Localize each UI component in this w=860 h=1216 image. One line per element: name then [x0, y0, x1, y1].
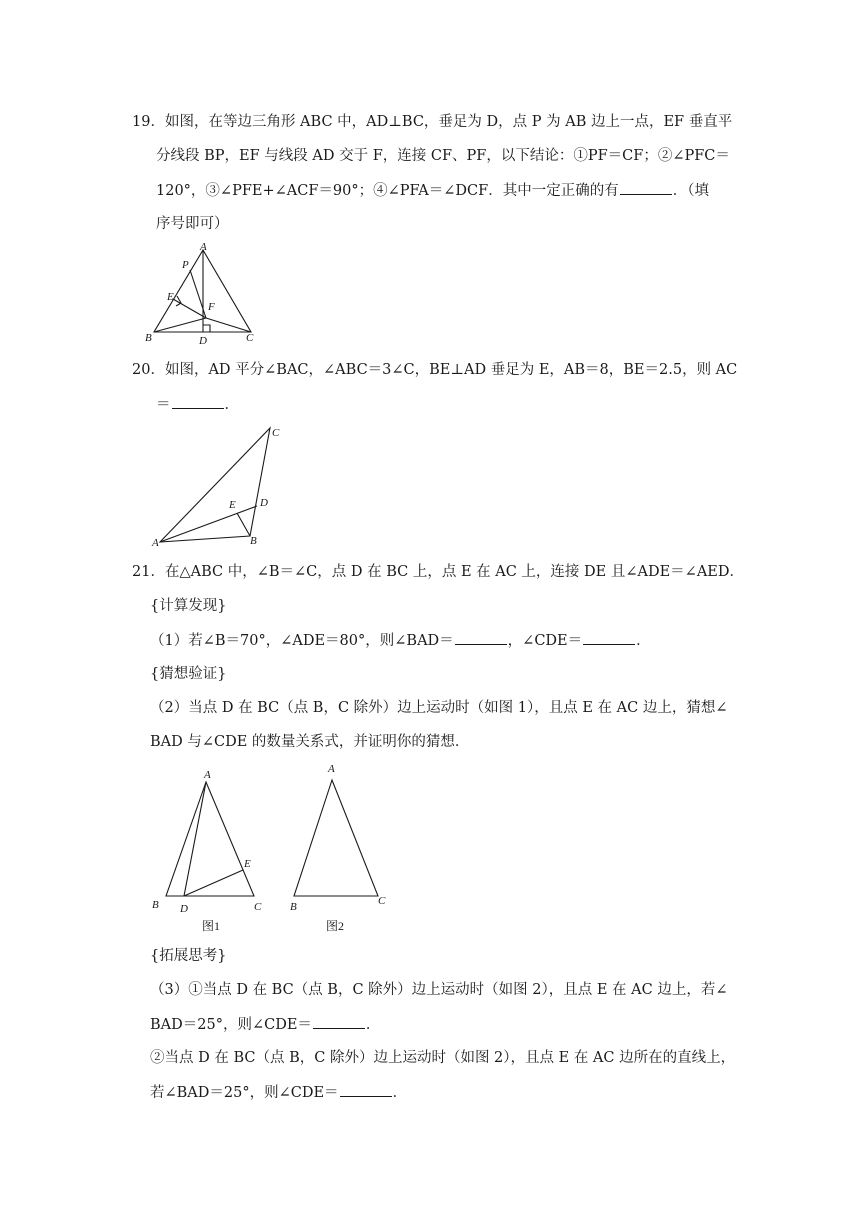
- q19-label-c: C: [246, 332, 254, 344]
- q21-figure-1: [144, 764, 284, 940]
- q21-fig1-label-d: D: [180, 903, 188, 915]
- q19-right-angle-d: [203, 325, 210, 332]
- q19-label-p: P: [182, 259, 189, 271]
- q19-line-1: [132, 112, 732, 132]
- q20-label-d: D: [260, 497, 268, 509]
- q21-part3-blank: [313, 1014, 365, 1029]
- q21-fig1-label-b: B: [152, 899, 159, 911]
- q21-part3-a: （3）①当点 D 在 BC（点 B，C 除外）边上运动时（如图 2），且点 E 在 AC 边上，若∠: [150, 982, 728, 998]
- q21-part3-b: BAD＝25°，则∠CDE＝: [150, 1017, 312, 1033]
- q21-part2-a: （2）当点 D 在 BC（点 B，C 除外）边上运动时（如图 1），且点 E 在 AC 边上，猜想∠: [150, 700, 728, 716]
- q19-line-4: [156, 214, 229, 234]
- q19-label-f: F: [208, 301, 215, 313]
- q21-fig2-triangle: [294, 780, 378, 896]
- q21-heading-1: [150, 596, 226, 616]
- q20-text-1: 如图，AD 平分∠BAC，∠ABC＝3∠C，BE⊥AD 垂足为 E，AB＝8，BE＝2.5，则 AC: [164, 362, 738, 378]
- q19-segment-bf: [154, 318, 206, 332]
- q21-fig2-label-c: C: [378, 895, 386, 907]
- q21-line-1: [132, 562, 744, 582]
- q21-part3-c: ．: [365, 1017, 381, 1033]
- q19-answer-blank: [620, 180, 672, 195]
- q20-label-b: B: [250, 535, 257, 547]
- q21-number: 21．: [132, 564, 165, 580]
- q19-text-4: 序号即可）: [156, 216, 229, 232]
- q21-part4-blank: [340, 1082, 392, 1097]
- q19-label-a: A: [200, 241, 207, 253]
- q21-fig1-triangle: [166, 782, 254, 896]
- q20-label-e: E: [229, 499, 236, 511]
- q21-part-3-line-2: [150, 1014, 380, 1035]
- q19-line-2: [156, 146, 730, 166]
- q19-line-3: [156, 180, 709, 201]
- q19-number: 19．: [132, 114, 165, 130]
- q20-line-2: [156, 394, 239, 415]
- q21-fig1-segment-de: [184, 870, 243, 896]
- q21-part1-c: ．: [636, 633, 651, 649]
- q21-part1-b: ，∠CDE＝: [507, 633, 583, 649]
- q21-figure-2: [284, 756, 404, 940]
- q21-fig1-label-e: E: [244, 858, 251, 870]
- q20-figure: [148, 420, 288, 550]
- q20-text-2a: ＝: [156, 397, 171, 413]
- q20-label-a: A: [152, 537, 159, 549]
- q20-text-2b: ．: [224, 397, 239, 413]
- q21-part1-a: （1）若∠B＝70°，∠ADE＝80°，则∠BAD＝: [150, 633, 454, 649]
- q21-cde-blank: [583, 630, 635, 645]
- q21-heading-extend: {拓展思考}: [150, 948, 227, 964]
- q21-part-2-line-2: [150, 732, 469, 752]
- q21-fig2-label-b: B: [290, 901, 297, 913]
- q21-part-3-line-1: [150, 980, 727, 1000]
- q21-part2-b: BAD 与∠CDE 的数量关系式，并证明你的猜想．: [150, 734, 470, 750]
- q20-number: 20．: [132, 362, 165, 378]
- q19-figure: [140, 240, 270, 348]
- q19-text-3b: ．（填: [672, 183, 709, 199]
- q20-triangle-abc: [160, 428, 270, 542]
- q19-label-d: D: [199, 335, 207, 347]
- q21-fig2-caption: 图2: [326, 919, 345, 933]
- q21-part-4-line-2: [150, 1082, 407, 1103]
- q21-fig1-label-c: C: [254, 901, 262, 913]
- q19-text-2: 分线段 BP，EF 与线段 AD 交于 F，连接 CF、PF，以下结论：①PF＝CF；②∠PFC＝: [156, 148, 730, 164]
- q19-text-1: 如图，在等边三角形 ABC 中，AD⊥BC，垂足为 D，点 P 为 AB 边上一点，EF 垂直平: [164, 114, 733, 130]
- q20-answer-blank: [172, 394, 224, 409]
- q21-part-4-line-1: [150, 1048, 735, 1068]
- q20-label-c: C: [272, 427, 280, 439]
- q19-label-b: B: [145, 332, 152, 344]
- q19-label-e: E: [167, 291, 174, 303]
- q21-part4-b: 若∠BAD＝25°，则∠CDE＝: [150, 1085, 339, 1101]
- q21-part-2-line-1: [150, 698, 727, 718]
- q21-fig2-label-a: A: [328, 763, 335, 775]
- q21-part-1: [150, 630, 651, 651]
- q21-fig1-caption: 图1: [202, 919, 221, 933]
- q21-heading-calc: {计算发现}: [150, 598, 227, 614]
- q20-line-1: [132, 360, 737, 380]
- q21-fig1-label-a: A: [204, 769, 211, 781]
- q21-heading-3: [150, 946, 226, 966]
- q21-heading-2: [150, 664, 226, 684]
- q21-bad-blank: [455, 630, 507, 645]
- q21-heading-guess: {猜想验证}: [150, 666, 227, 682]
- q20-segment-be: [237, 513, 250, 536]
- q21-fig1-segment-ad: [184, 782, 206, 896]
- q19-text-3a: 120°，③∠PFE+∠ACF＝90°；④∠PFA＝∠DCF．其中一定正确的有: [156, 183, 619, 199]
- q21-part4-c: ．: [392, 1085, 408, 1101]
- q21-text-1: 在△ABC 中，∠B＝∠C，点 D 在 BC 上，点 E 在 AC 上，连接 DE 且∠ADE＝∠AED．: [164, 564, 745, 580]
- q21-part4-a: ②当点 D 在 BC（点 B，C 除外）边上运动时（如图 2），且点 E 在 AC 边所在的直线上，: [150, 1050, 736, 1066]
